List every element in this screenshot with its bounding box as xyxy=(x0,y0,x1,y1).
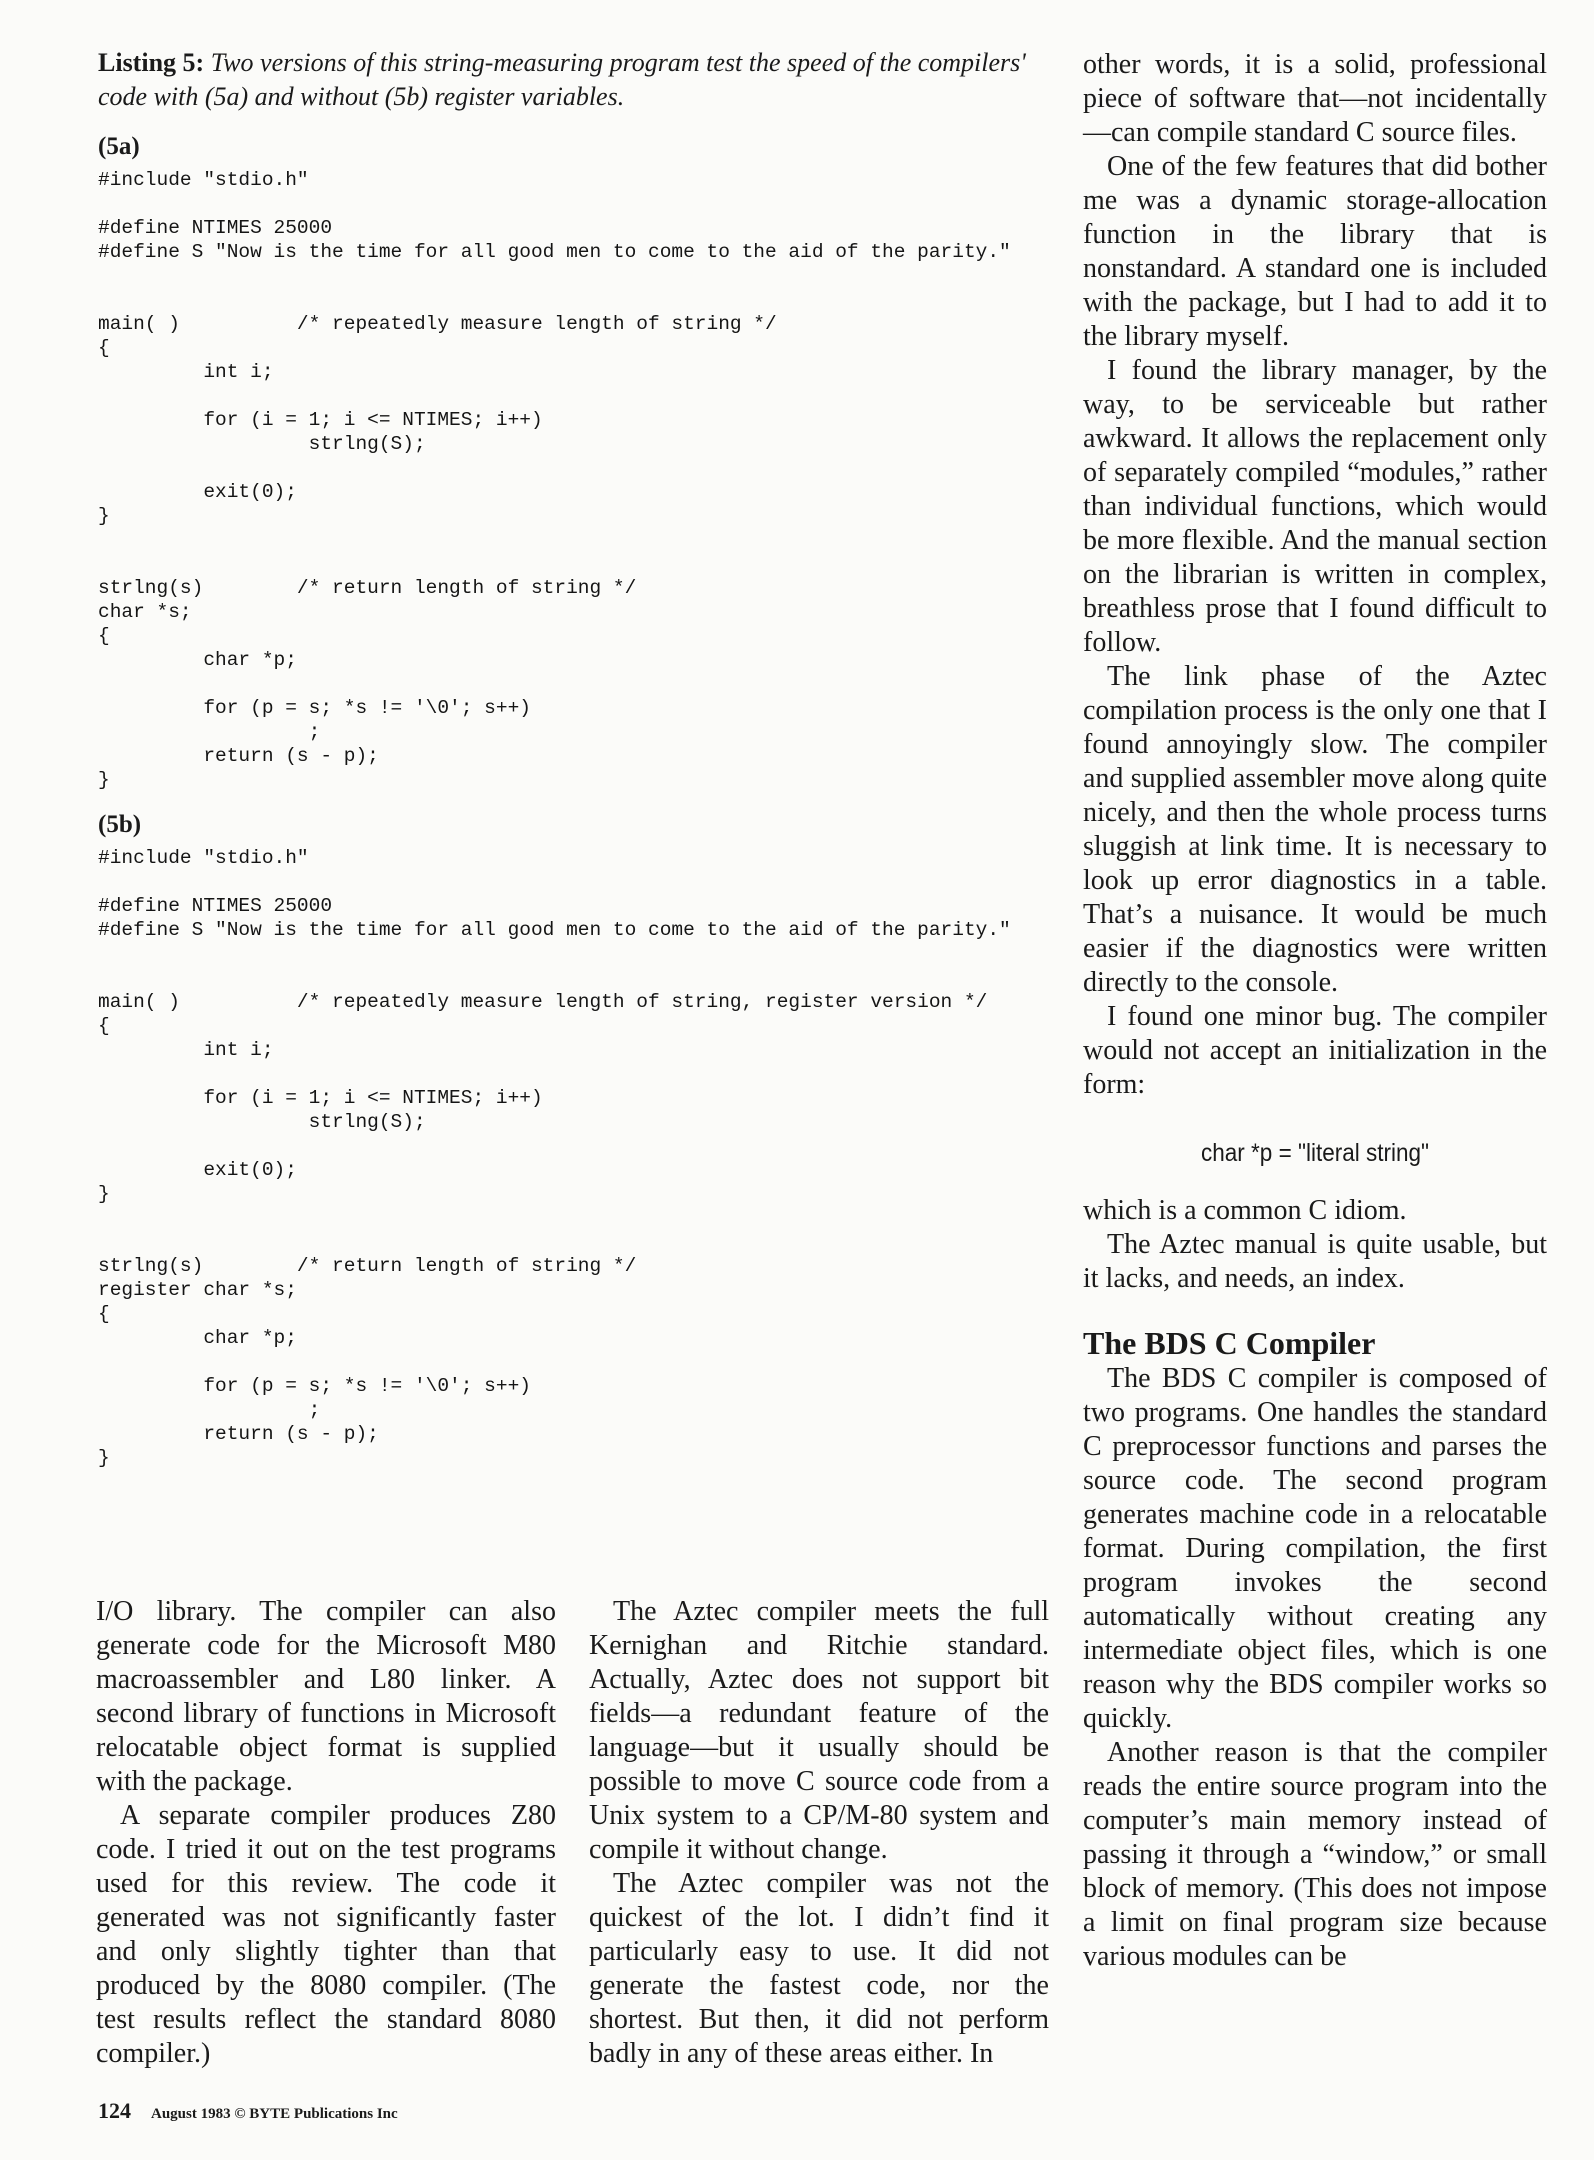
paragraph: Another reason is that the compiler reads the entire source program into the computer’s main memory instead of passing it through a “window,” or small block of memory. (This does not impose a limit on final program size because various modules can be xyxy=(1083,1737,1547,1972)
section-heading: The BDS C Compiler xyxy=(1083,1325,1376,1361)
paragraph: I found one minor bug. The compiler would not accept an initialization in the form: xyxy=(1083,1001,1547,1100)
listing-5a-label: (5a) xyxy=(98,133,140,160)
page-footer xyxy=(98,2098,398,2124)
paragraph: The Aztec compiler was not the quickest of the lot. I didn’t find it particularly easy to use. It did not generate the fastest code, nor the shortest. But then, it did not perform badly in any of these areas either. In xyxy=(589,1868,1049,2069)
bottom-center-column xyxy=(589,1595,1049,2071)
paragraph: The Aztec compiler meets the full Kernighan and Ritchie standard. Actually, Aztec does not support bit fields—a redundant feature of the language—but it usually should be possible to move C source code from a Unix system to a CP/M-80 system and compile it without change. xyxy=(589,1596,1049,1865)
page-number: 124 xyxy=(98,2098,131,2123)
paragraph: I found the library manager, by the way, to be serviceable but rather awkward. It allows the replacement only of separately compiled “modules,” rather than individual functions, which would be more flexible. And the manual section on the librarian is written in complex, breathless prose that I found difficult to follow. xyxy=(1083,355,1547,658)
paragraph: which is a common C idiom. xyxy=(1083,1195,1407,1226)
listing-5a-code: #include "stdio.h" #define NTIMES 25000 #define S "Now is the time for all good men to come to the aid of the parity." main( ) /* repeatedly measure length of string */ { int i; for (i = 1; i <= NTIMES; i++) strlng(S); exit(0); } strlng(s) /* return length of string */ char *s; { char *p; for (p = s; *s != '\0'; s++) ; return (s - p); } xyxy=(98,169,1011,791)
right-column xyxy=(1083,48,1547,1974)
code-example: char *p = "literal string" xyxy=(1201,1139,1429,1167)
paragraph: The BDS C compiler is composed of two programs. One handles the standard C preprocessor functions and parses the source code. The second program generates machine code in a relocatable format. During compilation, the first program invokes the second automatically without creating any intermediate object files, which is one reason why the BDS compiler works so quickly. xyxy=(1083,1363,1547,1734)
listing-5b-label: (5b) xyxy=(98,811,142,838)
paragraph: The link phase of the Aztec compilation process is the only one that I found annoyingly slow. The compiler and supplied assembler move along quite nicely, and then the whole process turns sluggish at link time. It is necessary to look up error diagnostics in a table. That’s a nuisance. It would be much easier if the diagnostics were written directly to the console. xyxy=(1083,661,1547,998)
listing-caption xyxy=(98,46,1058,114)
listing-label: Listing 5: xyxy=(98,48,205,77)
listing-caption-text: Two versions of this string-measuring program test the speed of the compilers' code with (5a) and without (5b) register variables. xyxy=(98,48,1026,111)
paragraph: A separate compiler produces Z80 code. I tried it out on the test programs used for this review. The code it generated was not significantly faster and only slightly tighter than that produced by the 8080 compiler. (The test results reflect the standard 8080 compiler.) xyxy=(96,1800,556,2069)
paragraph: other words, it is a solid, professional piece of software that—not incidentally—can compile standard C source files. xyxy=(1083,49,1547,148)
paragraph: I/O library. The compiler can also generate code for the Microsoft M80 macroassembler and L80 linker. A second library of functions in Microsoft relocatable object format is supplied with the package. xyxy=(96,1596,556,1797)
listing-5b-code: #include "stdio.h" #define NTIMES 25000 #define S "Now is the time for all good men to come to the aid of the parity." main( ) /* repeatedly measure length of string, register version */ { int i; for (i = 1; i <= NTIMES; i++) strlng(S); exit(0); } strlng(s) /* return length of string */ register char *s; { char *p; for (p = s; *s != '\0'; s++) ; return (s - p); } xyxy=(98,847,1011,1469)
paragraph: The Aztec manual is quite usable, but it lacks, and needs, an index. xyxy=(1083,1229,1547,1294)
bottom-left-column xyxy=(96,1595,556,2071)
listing-5 xyxy=(98,46,1058,1470)
paragraph: One of the few features that did bother me was a dynamic storage-allocation function in the library that is nonstandard. A standard one is included with the package, but I had to add it to the library myself. xyxy=(1083,151,1547,352)
publication-info: August 1983 © BYTE Publications Inc xyxy=(151,2106,398,2122)
